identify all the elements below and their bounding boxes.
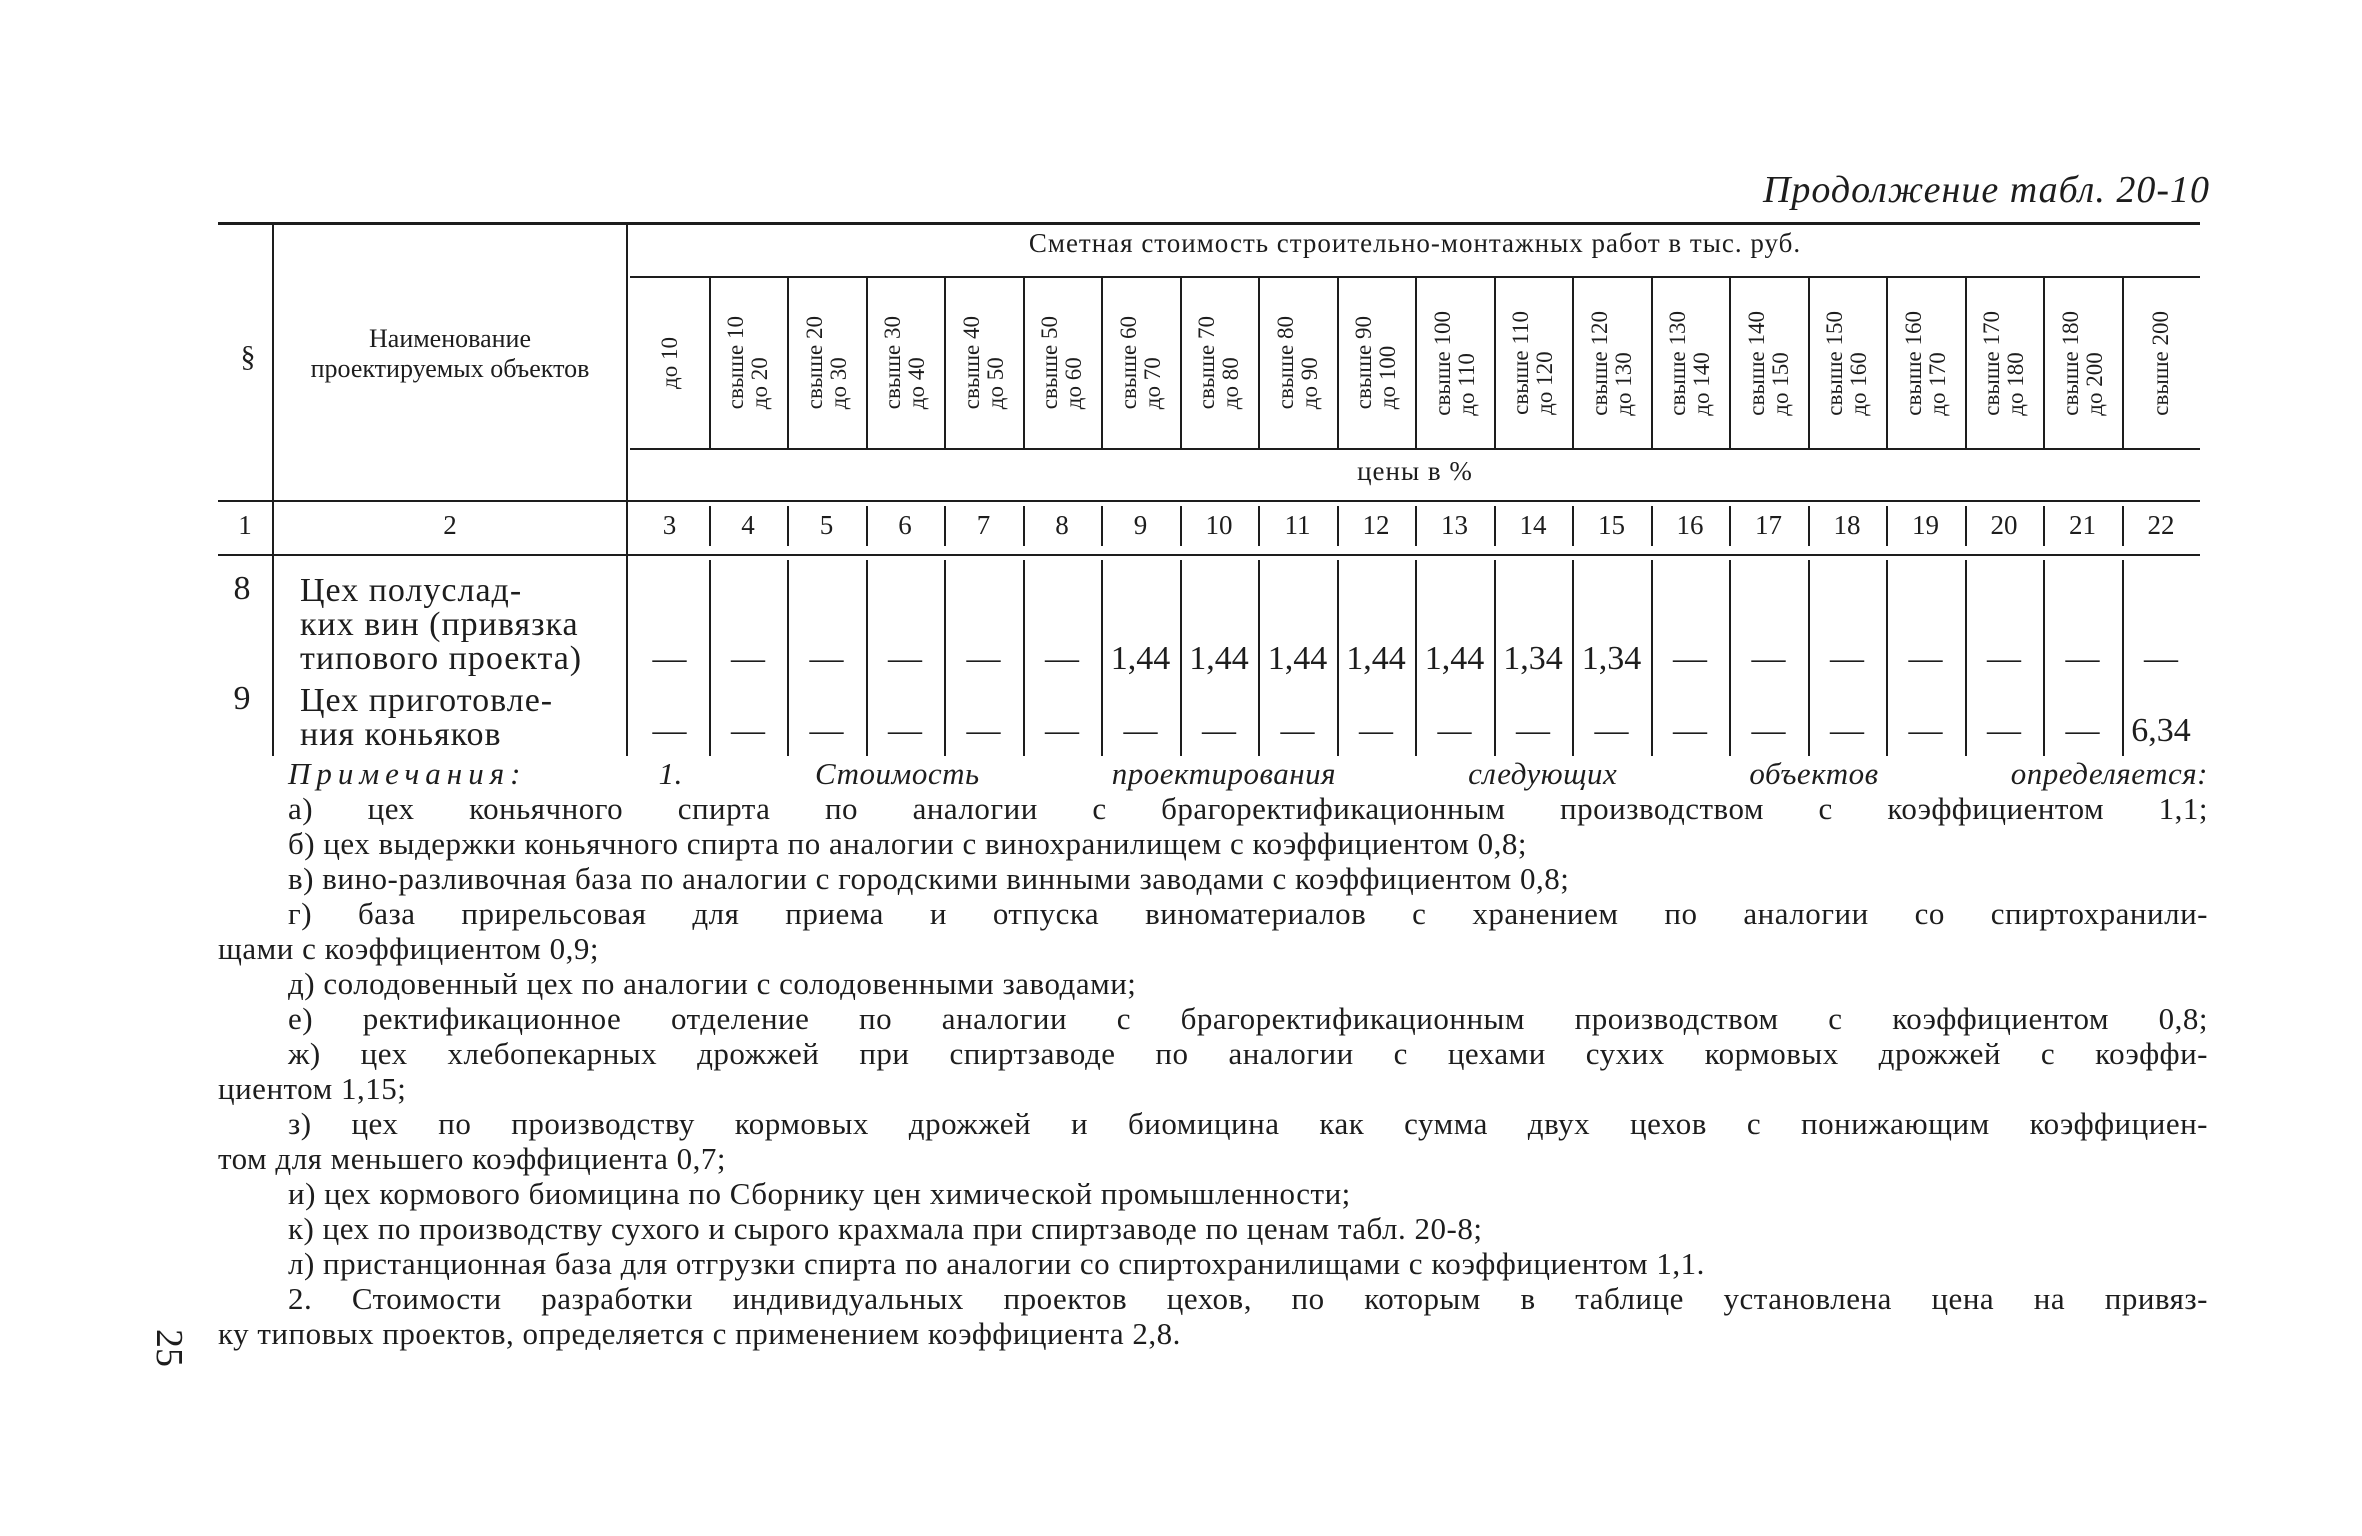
range-header <box>1258 278 1337 448</box>
table-cell-value: — <box>1359 712 1393 749</box>
note-line: 2. Стоимости разработки индивидуальных проектов цехов, по которым в таблице установлена цена на привяз- <box>288 1281 2208 1316</box>
note-line: л) пристанционная база для отгрузки спирта по аналогии со спиртохранилищами с коэффициентом 1,1. <box>288 1246 1705 1281</box>
range-label: свыше 80 до 90 <box>1272 316 1322 410</box>
note-line: б) цех выдержки коньячного спирта по аналогии с винохранилищем с коэффициентом 0,8; <box>288 826 1527 861</box>
range-header <box>1494 278 1572 448</box>
range-label: свыше 60 до 70 <box>1115 316 1165 410</box>
table-cell-value: — <box>809 640 844 677</box>
table-cell-value: — <box>2144 640 2178 677</box>
range-label: свыше 130 до 140 <box>1665 310 1714 416</box>
table-top-rule <box>218 222 2200 225</box>
range-label: свыше 160 до 170 <box>1900 310 1950 416</box>
note-line: в) вино-разливочная база по аналогии с городскими винными заводами с коэффициентом 0,8; <box>288 861 1570 896</box>
note-line: ку типовых проектов, определяется с применением коэффициента 2,8. <box>218 1316 1181 1351</box>
range-label: свыше 100 до 110 <box>1429 310 1479 416</box>
header-price-unit: цены в % <box>1357 456 1473 486</box>
note-line: д) солодовенный цех по аналогии с солодовенными заводами; <box>288 966 1137 1001</box>
row-object-name: Цех приготовле- ния коньяков <box>300 682 554 753</box>
range-label: свыше 30 до 40 <box>880 316 929 410</box>
range-header <box>866 278 944 448</box>
table-cell-value: — <box>1830 640 1864 677</box>
range-header <box>787 278 866 448</box>
range-label: свыше 140 до 150 <box>1743 310 1793 416</box>
range-header <box>630 278 709 448</box>
table-cell-value: — <box>1673 712 1707 749</box>
range-header <box>1808 278 1886 448</box>
table-cell-value: — <box>1202 712 1236 749</box>
table-cell-value: — <box>1594 712 1629 749</box>
note-line: к) цех по производству сухого и сырого крахмала при спиртзаводе по ценам табл. 20-8; <box>288 1211 1483 1246</box>
range-label: до 10 <box>656 337 682 389</box>
range-header <box>1572 278 1651 448</box>
table-cell-value: — <box>1280 712 1315 749</box>
header-object-name: Наименование проектируемых объектов <box>310 324 590 383</box>
note-line: г) база прирельсовая для приема и отпуска виноматериалов с хранением по аналогии со спиртохранили- <box>288 896 2208 931</box>
column-number: 22 <box>2147 510 2175 540</box>
column-number: 1 <box>238 510 252 540</box>
note-line: том для меньшего коэффициента 0,7; <box>218 1141 726 1176</box>
table-cell-value: — <box>1987 640 2021 677</box>
range-header <box>2122 278 2200 448</box>
section-col-rule <box>272 222 274 756</box>
table-cell-value: 1,44 <box>1346 640 1406 677</box>
header-section: § <box>240 340 256 373</box>
column-number: 8 <box>1055 510 1069 540</box>
range-label: свыше 170 до 180 <box>1979 310 2028 416</box>
range-header <box>944 278 1023 448</box>
column-number: 14 <box>1519 510 1547 540</box>
range-header <box>1886 278 1965 448</box>
note-line: а) цех коньячного спирта по аналогии с брагоректификационным производством с коэффициентом 1,1; <box>288 791 2208 826</box>
table-cell-value: — <box>888 712 922 749</box>
table-cell-value: — <box>731 712 765 749</box>
note-line: циентом 1,15; <box>218 1071 407 1106</box>
column-number: 7 <box>976 510 991 540</box>
range-label: свыше 200 <box>2148 310 2173 416</box>
table-cell-value: — <box>2065 712 2100 749</box>
notes-heading-label: Примечания: <box>288 756 527 791</box>
range-label: свыше 20 до 30 <box>801 316 851 410</box>
table-cell-value: 1,34 <box>1581 640 1642 677</box>
note-line: щами с коэффициентом 0,9; <box>218 931 599 966</box>
ranges-rule <box>630 448 2200 450</box>
column-number: 15 <box>1598 510 1625 540</box>
column-number: 20 <box>1990 510 2018 540</box>
table-cell-value: — <box>966 712 1001 749</box>
row-section-number: 8 <box>233 570 251 607</box>
table-cell-value: 1,44 <box>1189 640 1249 677</box>
note-line: ж) цех хлебопекарных дрожжей при спиртзаводе по аналогии с цехами сухих кормовых дрожжей с коэффи- <box>288 1036 2208 1071</box>
table-cell-value: — <box>1045 640 1079 677</box>
column-number: 11 <box>1284 510 1311 540</box>
range-label: свыше 50 до 60 <box>1037 316 1086 410</box>
column-number: 5 <box>819 510 834 540</box>
numbers-top-rule <box>218 500 2200 502</box>
range-label: свыше 10 до 20 <box>723 316 772 410</box>
range-label: свыше 180 до 200 <box>2057 310 2107 416</box>
table-cell-value: — <box>1123 712 1158 749</box>
range-header <box>1023 278 1101 448</box>
column-number: 13 <box>1441 510 1468 540</box>
table-cell-value: — <box>1516 712 1550 749</box>
table-cell-value: — <box>1908 712 1943 749</box>
row-object-name: Цех полуслад- ких вин (привязка типового проекта) <box>300 572 583 677</box>
notes-heading <box>218 756 2208 791</box>
table-cell-value: — <box>652 712 687 749</box>
range-header <box>2043 278 2122 448</box>
notes-heading-text: 1. Стоимость проектирования следующих объектов определяется: <box>526 756 2208 791</box>
range-label: свыше 70 до 80 <box>1194 316 1243 410</box>
column-number: 18 <box>1833 510 1861 540</box>
range-label: свыше 40 до 50 <box>958 316 1008 410</box>
column-number: 6 <box>898 510 912 540</box>
table-cell-value: — <box>1908 640 1943 677</box>
range-header <box>1415 278 1494 448</box>
table-cell-value: — <box>1751 712 1786 749</box>
range-label: свыше 110 до 120 <box>1508 311 1557 415</box>
column-number: 3 <box>662 510 677 540</box>
table-cell-value: — <box>652 640 687 677</box>
header-cost-group: Сметная стоимость строительно-монтажных работ в тыс. руб. <box>1028 228 1802 258</box>
table-cell-value: — <box>888 640 922 677</box>
range-label: свыше 90 до 100 <box>1351 316 1400 410</box>
table-cell-value: — <box>809 712 844 749</box>
numbers-bottom-rule <box>218 554 2200 556</box>
range-header <box>1729 278 1808 448</box>
notes <box>218 756 2208 1351</box>
table-cell-value: — <box>1830 712 1864 749</box>
note-line: з) цех по производству кормовых дрожжей и биомицина как сумма двух цехов с понижающим коэффициен- <box>288 1106 2208 1141</box>
range-header <box>1180 278 1258 448</box>
range-header <box>1651 278 1729 448</box>
table-caption: Продолжение табл. 20-10 <box>1762 169 2210 211</box>
range-header <box>709 278 787 448</box>
page-number: 25 <box>148 1329 190 1367</box>
column-number: 9 <box>1133 510 1148 540</box>
name-col-rule <box>626 222 628 756</box>
table-cell-value: 1,44 <box>1424 640 1485 677</box>
table-cell-value: 6,34 <box>2131 712 2191 749</box>
range-header <box>1337 278 1415 448</box>
table-cell-value: — <box>731 640 765 677</box>
note-line: и) цех кормового биомицина по Сборнику цен химической промышленности; <box>288 1176 1351 1211</box>
table-cell-value: — <box>2065 640 2100 677</box>
table-cell-value: — <box>1751 640 1786 677</box>
column-number: 16 <box>1676 510 1704 540</box>
table-cell-value: 1,44 <box>1267 640 1328 677</box>
range-header <box>1965 278 2043 448</box>
range-label: свыше 150 до 160 <box>1822 310 1871 416</box>
table-cell-value: — <box>1045 712 1079 749</box>
column-number: 2 <box>443 510 457 540</box>
table-cell-value: — <box>1987 712 2021 749</box>
column-number: 12 <box>1362 510 1390 540</box>
column-number: 4 <box>741 510 755 540</box>
column-number: 21 <box>2069 510 2096 540</box>
table-cell-value: 1,44 <box>1110 640 1171 677</box>
note-line: е) ректификационное отделение по аналогии с брагоректификационным производством с коэффициентом 0,8; <box>288 1001 2208 1036</box>
table-cell-value: 1,34 <box>1503 640 1563 677</box>
table-cell-value: — <box>1673 640 1707 677</box>
column-number: 19 <box>1912 510 1939 540</box>
column-number: 10 <box>1205 510 1233 540</box>
row-section-number: 9 <box>233 680 251 717</box>
range-header <box>1101 278 1180 448</box>
range-label: свыше 120 до 130 <box>1586 310 1636 416</box>
table-cell-value: — <box>966 640 1001 677</box>
table-cell-value: — <box>1437 712 1472 749</box>
column-number: 17 <box>1755 510 1782 540</box>
